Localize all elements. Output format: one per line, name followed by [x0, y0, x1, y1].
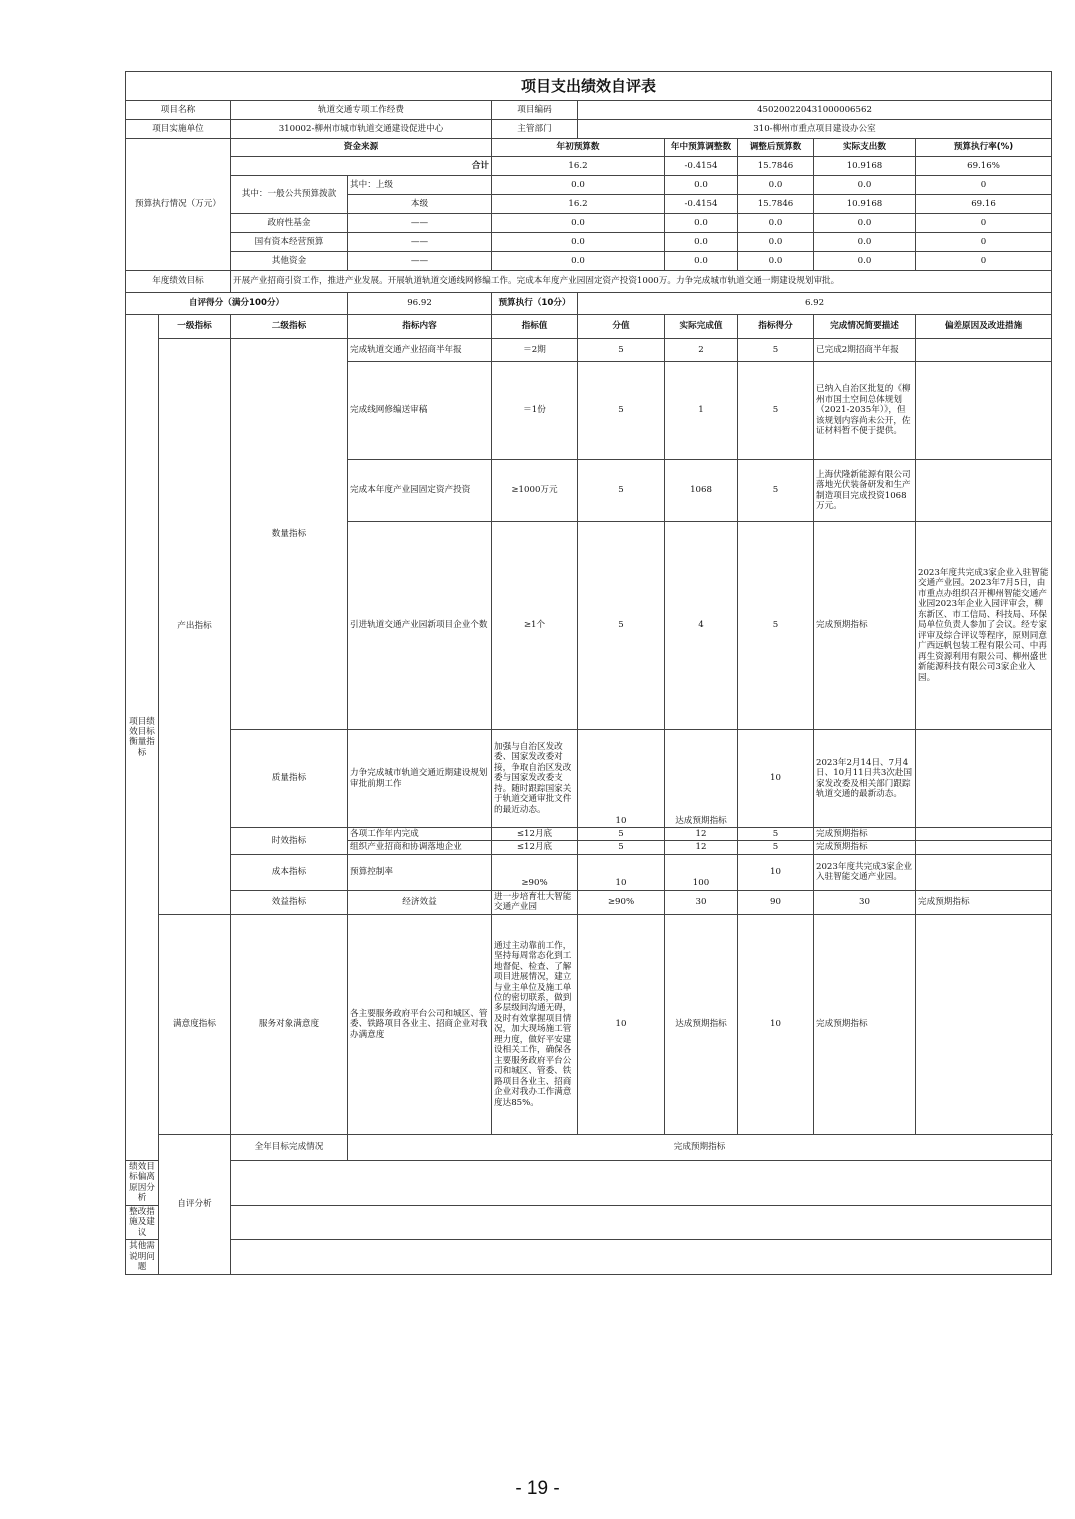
- budget-header-rate: 预算执行率(%): [916, 139, 1052, 157]
- indicator-points: 30: [665, 890, 738, 914]
- budget-header-adjusted: 调整后预算数: [738, 139, 814, 157]
- budget-total-initial: 16.2: [492, 157, 665, 176]
- output-indicator-label: 产出指标: [159, 339, 231, 915]
- indicator-points: 5: [578, 522, 665, 730]
- indicator-points: 10: [578, 914, 665, 1134]
- self-score-value: 96.92: [348, 293, 492, 315]
- project-code-label: 项目编码: [492, 101, 578, 120]
- header-content: 指标内容: [348, 315, 492, 339]
- header-score: 指标得分: [738, 315, 814, 339]
- indicator-actual: 1: [665, 362, 738, 460]
- economic-benefit-label: 经济效益: [348, 890, 492, 914]
- indicator-value: ≥1个: [492, 522, 578, 730]
- project-code-value: 450200220431000006562: [578, 101, 1052, 120]
- budget-total-label: 合计: [231, 157, 492, 176]
- satisfaction-indicator-label: 满意度指标: [159, 914, 231, 1134]
- budget-header-source: 资金来源: [231, 139, 492, 157]
- budget-exec-score-value: 6.92: [578, 293, 1052, 315]
- annual-goal-text: 开展产业招商引资工作，推进产业发展。开展轨道轨道交通线网修编工作。完成本年度产业园固定资产投资1000万。力争完成城市轨道交通一期建设规划审批。: [231, 271, 1052, 293]
- other-funds-initial: 0.0: [492, 252, 665, 271]
- indicator-actual: 4: [665, 522, 738, 730]
- indicator-value: ≥90%: [578, 890, 665, 914]
- indicator-value: ≥1000万元: [492, 460, 578, 522]
- gov-fund-rate: 0: [916, 214, 1052, 233]
- indicator-description: 2023年度共完成3家企业入驻智能交通产业园。: [814, 854, 916, 890]
- indicator-description: 完成预期指标: [814, 828, 916, 841]
- budget-header-initial: 年初预算数: [492, 139, 665, 157]
- page-number: - 19 -: [515, 1478, 560, 1499]
- indicator-content: 组织产业招商和协调落地企业: [348, 841, 492, 854]
- indicator-actual: 12: [665, 828, 738, 841]
- indicator-points: 5: [578, 362, 665, 460]
- annual-goal-label: 年度绩效目标: [126, 271, 231, 293]
- indicator-score: 5: [738, 828, 814, 841]
- implementing-unit-value: 310002-柳州市城市轨道交通建设促进中心: [231, 120, 492, 139]
- state-capital-adjustment: 0.0: [665, 233, 738, 252]
- other-funds-dash: ——: [348, 252, 492, 271]
- budget-upper-label: 其中：上级: [348, 176, 492, 195]
- state-capital-actual: 0.0: [814, 233, 916, 252]
- indicator-content: 各主要服务政府平台公司和城区、管委、铁路项目各业主、招商企业对我办满意度: [348, 914, 492, 1134]
- state-capital-dash: ——: [348, 233, 492, 252]
- indicator-value: 加强与自治区发改委、国家发改委对接，争取自治区发改委与国家发改委支持。随时跟踪国家关于轨道交通审批文件的最近动态。: [492, 730, 578, 828]
- indicator-actual: 达成预期指标: [665, 730, 738, 828]
- project-name-label: 项目名称: [126, 101, 231, 120]
- indicator-score: 10: [738, 730, 814, 828]
- indicator-value: ≤12月底: [492, 841, 578, 854]
- budget-header-adjustment: 年中预算调整数: [665, 139, 738, 157]
- self-eval-row-value: [231, 1205, 1052, 1239]
- self-eval-row-label: 其他需说明问题: [126, 1240, 159, 1274]
- other-funds-adjusted: 0.0: [738, 252, 814, 271]
- gov-fund-label: 政府性基金: [231, 214, 348, 233]
- gov-fund-adjusted: 0.0: [738, 214, 814, 233]
- indicator-content: 完成线网修编送审稿: [348, 362, 492, 460]
- budget-header-actual: 实际支出数: [814, 139, 916, 157]
- indicator-score: 5: [738, 841, 814, 854]
- indicator-actual: 90: [738, 890, 814, 914]
- budget-total-adjustment: -0.4154: [665, 157, 738, 176]
- header-description: 完成情况简要描述: [814, 315, 916, 339]
- performance-self-evaluation-table: [125, 71, 1052, 1275]
- indicator-points: 5: [578, 460, 665, 522]
- budget-total-rate: 69.16%: [916, 157, 1052, 176]
- header-level1: 一级指标: [159, 315, 231, 339]
- service-satisfaction-label: 服务对象满意度: [231, 914, 348, 1134]
- other-funds-adjustment: 0.0: [665, 252, 738, 271]
- indicator-description: 完成预期指标: [814, 841, 916, 854]
- indicator-points: 5: [578, 828, 665, 841]
- indicator-description: 2023年2月14日、7月4日、10月11日共3次赴国家发改委及相关部门跟踪轨道交通的最新动态。: [814, 730, 916, 828]
- indicator-score: 30: [814, 890, 916, 914]
- gov-fund-adjustment: 0.0: [665, 214, 738, 233]
- benefit-indicator-label: 效益指标: [231, 890, 348, 914]
- indicators-section-label: 项目绩效目标衡量指标: [126, 315, 159, 1161]
- indicator-score: 5: [738, 362, 814, 460]
- self-eval-row-label: 全年目标完成情况: [231, 1134, 348, 1160]
- indicator-content: 完成轨道交通产业招商半年报: [348, 339, 492, 362]
- indicator-deviation: [916, 854, 1052, 890]
- header-target-value: 指标值: [492, 315, 578, 339]
- indicator-points: 10: [578, 854, 665, 890]
- indicator-deviation: 2023年度共完成3家企业入驻智能交通产业园。2023年7月5日，由市重点办组织召开柳州智能交通产业园2023年企业入园评审会，柳东新区、市工信局、科技局、环保局单位负责人参加了会议。经专家评审及综合评议等程序，原则同意广西远帆包装工程有限公司、中再再生资源利用有限公司、柳州盛世新能源科技有限公司3家企业入园。: [916, 522, 1052, 730]
- budget-upper-adjusted: 0.0: [738, 176, 814, 195]
- indicator-actual: 达成预期指标: [665, 914, 738, 1134]
- supervising-dept-label: 主管部门: [492, 120, 578, 139]
- header-deviation: 偏差原因及改进措施: [916, 315, 1052, 339]
- budget-local-adjusted: 15.7846: [738, 195, 814, 214]
- indicator-deviation: [916, 362, 1052, 460]
- indicator-points: 10: [578, 730, 665, 828]
- budget-local-rate: 69.16: [916, 195, 1052, 214]
- indicator-score: 10: [738, 914, 814, 1134]
- budget-upper-adjustment: 0.0: [665, 176, 738, 195]
- state-capital-rate: 0: [916, 233, 1052, 252]
- indicator-score: 10: [738, 854, 814, 890]
- indicator-content: 进一步培育壮大智能交通产业园: [492, 890, 578, 914]
- indicator-score: 5: [738, 460, 814, 522]
- indicator-description: 上海伏隆新能源有限公司落地光伏装备研发和生产制造项目完成投资1068万元。: [814, 460, 916, 522]
- indicator-value: ＝1份: [492, 362, 578, 460]
- quality-indicator-label: 质量指标: [231, 730, 348, 828]
- state-capital-initial: 0.0: [492, 233, 665, 252]
- indicator-actual: 2: [665, 339, 738, 362]
- general-budget-label: 其中：一般公共预算拨款: [231, 176, 348, 214]
- indicator-deviation: [916, 460, 1052, 522]
- budget-local-label: 本级: [348, 195, 492, 214]
- time-indicator-label: 时效指标: [231, 828, 348, 855]
- indicator-score: 5: [738, 522, 814, 730]
- implementing-unit-label: 项目实施单位: [126, 120, 231, 139]
- indicator-points: 5: [578, 841, 665, 854]
- indicator-content: 力争完成城市轨道交通近期建设规划审批前期工作: [348, 730, 492, 828]
- project-name-value: 轨道交通专项工作经费: [231, 101, 492, 120]
- indicator-description: 已纳入自治区批复的《柳州市国土空间总体规划（2021-2035年）》，但该规划内容尚未公开，佐证材料暂不便于提供。: [814, 362, 916, 460]
- gov-fund-dash: ——: [348, 214, 492, 233]
- supervising-dept-value: 310-柳州市重点项目建设办公室: [578, 120, 1052, 139]
- indicator-deviation: [916, 914, 1052, 1134]
- self-score-label: 自评得分（满分100分）: [126, 293, 348, 315]
- state-capital-adjusted: 0.0: [738, 233, 814, 252]
- self-eval-row-value: 完成预期指标: [348, 1134, 1052, 1160]
- indicator-content: 预算控制率: [348, 854, 492, 890]
- indicator-content: 引进轨道交通产业园新项目企业个数: [348, 522, 492, 730]
- gov-fund-actual: 0.0: [814, 214, 916, 233]
- budget-local-actual: 10.9168: [814, 195, 916, 214]
- budget-section-label: 预算执行情况（万元）: [126, 139, 231, 271]
- budget-local-adjustment: -0.4154: [665, 195, 738, 214]
- indicator-actual: 100: [665, 854, 738, 890]
- budget-exec-score-label: 预算执行（10分）: [492, 293, 578, 315]
- other-funds-actual: 0.0: [814, 252, 916, 271]
- indicator-content: 完成本年度产业园固定资产投资: [348, 460, 492, 522]
- self-eval-row-value: [231, 1240, 1052, 1274]
- self-eval-row-label: 绩效目标偏离原因分析: [126, 1160, 159, 1205]
- indicator-actual: 1068: [665, 460, 738, 522]
- indicator-value: ＝2期: [492, 339, 578, 362]
- indicator-points: 5: [578, 339, 665, 362]
- indicator-deviation: [916, 828, 1052, 841]
- indicator-description: 已完成2期招商半年报: [814, 339, 916, 362]
- self-eval-label: 自评分析: [159, 1134, 231, 1274]
- header-points: 分值: [578, 315, 665, 339]
- indicator-description: 完成预期指标: [916, 890, 1052, 914]
- other-funds-label: 其他资金: [231, 252, 348, 271]
- self-eval-row-label: 整改措施及建议: [126, 1205, 159, 1239]
- indicator-score: 5: [738, 339, 814, 362]
- indicator-description: 完成预期指标: [814, 914, 916, 1134]
- budget-upper-rate: 0: [916, 176, 1052, 195]
- indicator-deviation: [916, 841, 1052, 854]
- indicator-deviation: [916, 730, 1052, 828]
- indicator-value: ≤12月底: [492, 828, 578, 841]
- self-eval-row-value: [231, 1160, 1052, 1205]
- indicator-content: 各项工作年内完成: [348, 828, 492, 841]
- indicator-value: 通过主动靠前工作，坚持每周常态化到工地督促、检查、了解项目进展情况，建立与业主单位及施工单位的密切联系，做到多层级间沟通无碍，及时有效掌握项目情况，加大现场施工管理力度，做好平安建设相关工作，确保各主要服务政府平台公司和城区、管委、铁路项目各业主、招商企业对我办工作满意度达85%。: [492, 914, 578, 1134]
- other-funds-rate: 0: [916, 252, 1052, 271]
- budget-local-initial: 16.2: [492, 195, 665, 214]
- indicator-value: ≥90%: [492, 854, 578, 890]
- header-actual: 实际完成值: [665, 315, 738, 339]
- budget-upper-initial: 0.0: [492, 176, 665, 195]
- budget-upper-actual: 0.0: [814, 176, 916, 195]
- state-capital-label: 国有资本经营预算: [231, 233, 348, 252]
- budget-total-adjusted: 15.7846: [738, 157, 814, 176]
- indicator-description: 完成预期指标: [814, 522, 916, 730]
- page-title: 项目支出绩效自评表: [126, 72, 1052, 101]
- cost-indicator-label: 成本指标: [231, 854, 348, 890]
- budget-total-actual: 10.9168: [814, 157, 916, 176]
- quantity-indicator-label: 数量指标: [231, 339, 348, 730]
- indicator-actual: 12: [665, 841, 738, 854]
- indicator-deviation: [916, 339, 1052, 362]
- header-level2: 二级指标: [231, 315, 348, 339]
- gov-fund-initial: 0.0: [492, 214, 665, 233]
